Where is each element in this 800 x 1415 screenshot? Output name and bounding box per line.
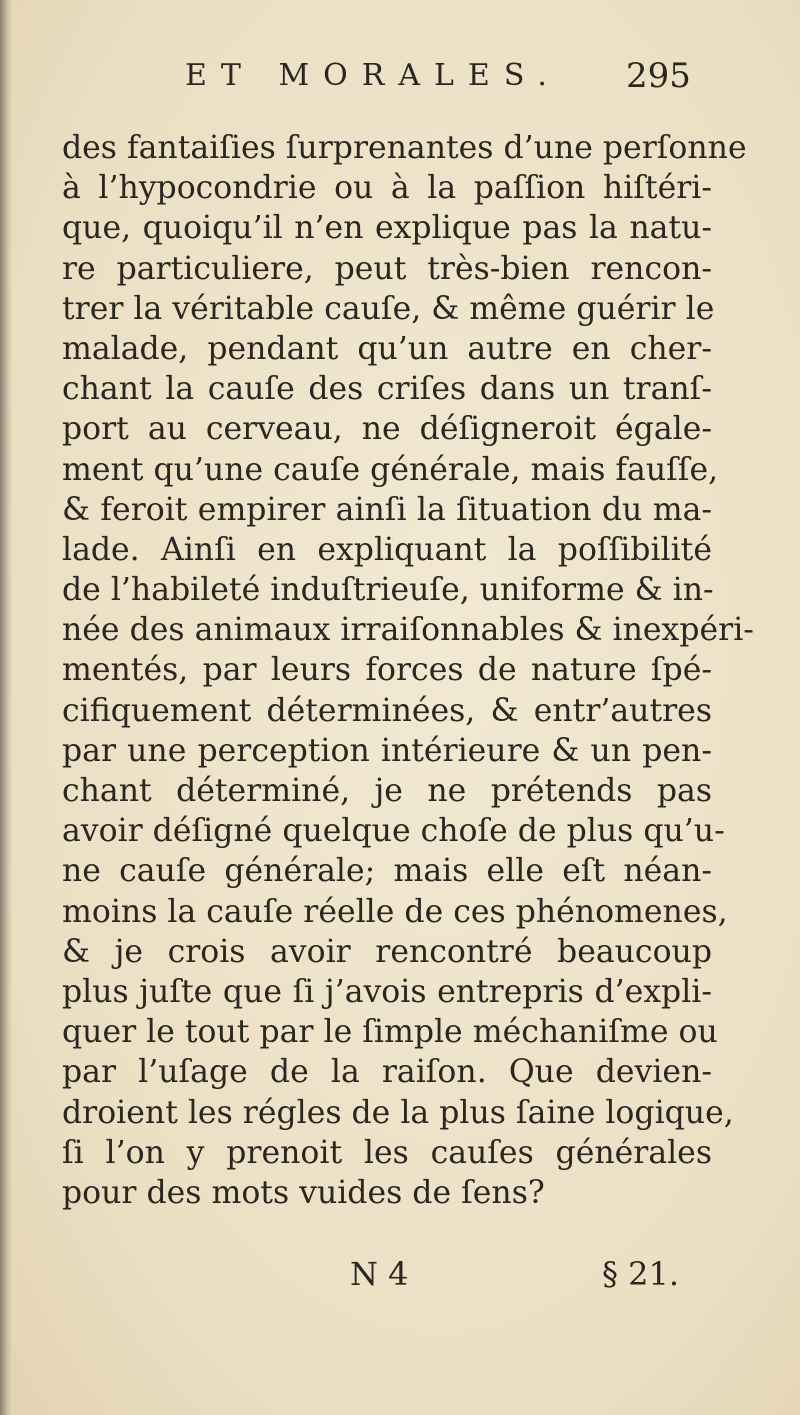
text-line: que, quoiqu’il n’en explique pas la natu- bbox=[62, 210, 712, 247]
catchword: § 21. bbox=[602, 1255, 680, 1293]
text-line: pour des mots vuides de ſens? bbox=[62, 1174, 545, 1211]
text-line: de l’habileté induſtrieuſe, uniforme & in- bbox=[62, 572, 714, 609]
text-line: ſi l’on y prenoit les cauſes générales bbox=[62, 1134, 712, 1171]
text-line: des fantaiſies ſurprenantes d’une perſonne bbox=[62, 130, 747, 166]
text-line: & feroit empirer ainſi la ſituation du ma- bbox=[62, 491, 712, 528]
binding-edge bbox=[0, 0, 12, 1415]
text-line: mentés, par leurs forces de nature ſpé- bbox=[62, 652, 712, 689]
text-line: port au cerveau, ne déſigneroit égale- bbox=[62, 411, 712, 448]
text-line: moins la cauſe réelle de ces phénomenes, bbox=[62, 893, 728, 930]
text-line: malade, pendant qu’un autre en cher- bbox=[62, 330, 712, 367]
text-line: cifiquement déterminées, & entr’autres bbox=[62, 692, 712, 729]
text-line: re particuliere, peut très-bien rencon- bbox=[62, 250, 712, 287]
text-line: née des animaux irraiſonnables & inexpéri- bbox=[62, 612, 754, 649]
text-line: droient les régles de la plus ſaine logique, bbox=[62, 1094, 734, 1131]
text-line: par une perception intérieure & un pen- bbox=[62, 732, 712, 769]
body-text bbox=[62, 128, 754, 1213]
text-line: ment qu’une cauſe générale, mais fauſſe, bbox=[62, 451, 719, 488]
text-line: avoir déſigné quelque choſe de plus qu’u- bbox=[62, 813, 725, 850]
text-line: à l’hypocondrie ou à la paſſion hiſtéri- bbox=[62, 170, 712, 207]
text-line: chant déterminé, je ne prétends pas bbox=[62, 773, 712, 809]
text-line: & je crois avoir rencontré beaucoup bbox=[62, 933, 712, 970]
text-line: par l’uſage de la raiſon. Que devien- bbox=[62, 1054, 712, 1091]
page-number: 295 bbox=[626, 56, 691, 96]
text-line: quer le tout par le ſimple méchaniſme ou bbox=[62, 1014, 718, 1051]
text-line: ne cauſe générale; mais elle eſt néan- bbox=[62, 853, 712, 890]
running-head: ET MORALES. bbox=[185, 58, 561, 93]
text-line: plus juſte que ſi j’avois entrepris d’expli- bbox=[62, 973, 712, 1010]
text-line: chant la cauſe des criſes dans un tranſ- bbox=[62, 371, 712, 408]
text-line: trer la véritable cauſe, & même guérir le bbox=[62, 290, 715, 327]
text-line: lade. Ainſi en expliquant la poſſibilité bbox=[62, 531, 712, 568]
signature-mark: N 4 bbox=[350, 1255, 409, 1293]
